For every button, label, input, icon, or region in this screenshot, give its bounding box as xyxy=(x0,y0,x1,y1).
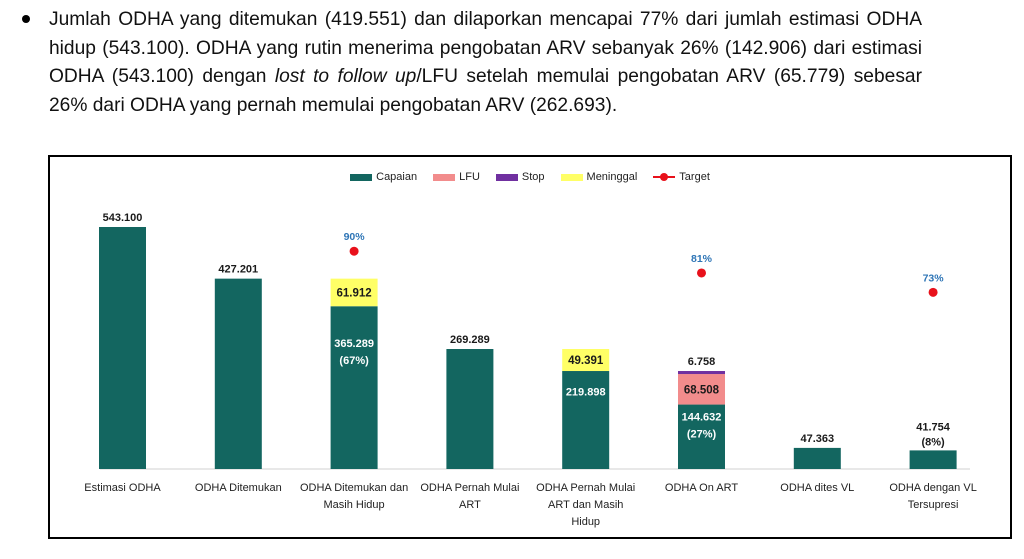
x-tick-label-6-0: ODHA dites VL xyxy=(780,482,855,494)
x-tick-label-2-0: ODHA Ditemukan dan xyxy=(299,482,409,494)
x-tick-label-2-1: Masih Hidup xyxy=(323,499,385,511)
legend-label-target: Target xyxy=(679,171,710,183)
bar-capaian-2 xyxy=(331,306,378,469)
bar-capaian-3 xyxy=(446,349,493,469)
data-label-total-3: 269.289 xyxy=(450,334,490,347)
paragraph-italic-term: lost to follow up xyxy=(274,66,417,88)
x-tick-label-3-0: ODHA Pernah Mulai xyxy=(420,482,520,494)
target-point-7 xyxy=(929,288,938,297)
bar-stop-5 xyxy=(678,371,725,374)
data-label-capaian-4-0: 219.898 xyxy=(565,386,606,399)
x-tick-label-7-0: ODHA dengan VL xyxy=(889,482,977,494)
bullet-paragraph xyxy=(22,6,922,120)
data-label-lfu-5: 68.508 xyxy=(683,384,720,397)
x-tick-label-5-0: ODHA On ART xyxy=(664,482,739,494)
data-label-total-1: 427.201 xyxy=(218,263,259,276)
paragraph-part-1: Jumlah ODHA yang ditemukan (419.551) dan dilaporkan mencapai 77% dari jumlah estimasi ODHA hidup (543.100). ODHA yang rutin menerima pengobatan ARV sebanyak 26% (142.906) dari estimasi ODHA (543.100) dengan xyxy=(49,9,922,88)
data-label-capaian-2-1: (67%) xyxy=(339,354,369,367)
bar-capaian-0 xyxy=(99,227,146,469)
data-label-total-7: 41.754 xyxy=(916,421,950,434)
x-tick-label-3-1: ART xyxy=(458,499,481,511)
x-tick-label-7-1: Tersupresi xyxy=(907,499,959,511)
target-point-5 xyxy=(697,268,706,277)
data-label-total-0: 543.100 xyxy=(102,212,143,224)
chart-frame xyxy=(48,155,1012,539)
x-tick-label-4-2: Hidup xyxy=(571,516,601,528)
x-tick-label-4-1: ART dan Masih xyxy=(547,499,624,511)
legend-label-meninggal: Meninggal xyxy=(586,171,638,183)
paragraph-part-3: /LFU setelah memulai pengobatan ARV (65.779) sebesar 26% dari ODHA yang pernah memulai pengobatan ARV (262.693). xyxy=(49,66,922,116)
legend-label-stop: Stop xyxy=(521,171,545,183)
data-label-meninggal-2: 61.912 xyxy=(336,287,372,300)
target-point-2 xyxy=(350,247,359,256)
bar-capaian-7 xyxy=(910,450,957,469)
x-tick-label-1-0: ODHA Ditemukan xyxy=(194,482,282,494)
data-label-capaian-5-1: (27%) xyxy=(686,428,717,441)
bar-capaian-6 xyxy=(794,448,841,469)
data-label-meninggal-4: 49.391 xyxy=(568,355,604,368)
data-label-total-5: 6.758 xyxy=(687,356,716,369)
target-label-2: 90% xyxy=(343,231,365,244)
x-tick-label-0-0: Estimasi ODHA xyxy=(84,482,161,494)
x-tick-label-4-0: ODHA Pernah Mulai xyxy=(536,482,636,494)
data-label-capaian-5-0: 144.632 xyxy=(681,411,722,424)
data-label-percent-7: (8%) xyxy=(921,436,945,449)
legend-label-lfu: LFU xyxy=(459,171,480,183)
bullet-icon xyxy=(22,15,30,23)
target-label-5: 81% xyxy=(690,252,713,265)
chart-plot xyxy=(50,157,1010,537)
data-label-total-6: 47.363 xyxy=(800,432,835,445)
legend-label-capaian: Capaian xyxy=(376,171,418,183)
target-label-7: 73% xyxy=(922,272,944,285)
data-label-capaian-2-0: 365.289 xyxy=(334,337,374,350)
paragraph-text xyxy=(49,6,922,120)
bar-capaian-1 xyxy=(215,279,262,469)
